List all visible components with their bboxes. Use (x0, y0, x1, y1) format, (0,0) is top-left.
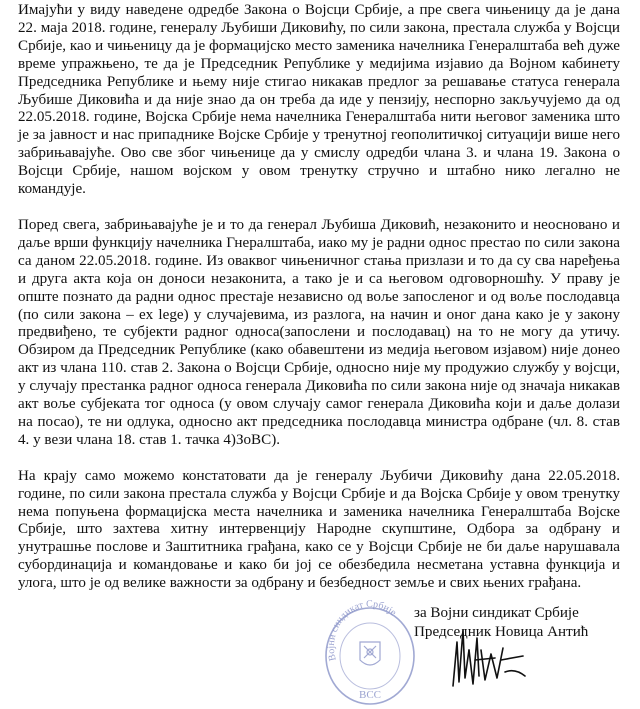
paragraph-spacer (18, 199, 620, 217)
document-body (18, 2, 620, 593)
handwritten-signature (445, 620, 535, 690)
stamp-emblem-icon (360, 642, 380, 665)
signature-president: Председник Новица Антић (414, 623, 589, 640)
paragraph-1: Имајући у виду наведене одредбе Закона о Војсци Србије, а пре свега чињеницу да је дана 22. маја 2018. године, генералу Љубиши Диковићу, по сили закона, престала служба у Војсци Србије, као и чињеницу да је формацијско место заменика начелника Генералштаба већ дуже време упражњено, те да је Председник Републике у медијима изјавио да Војном кабинету Председника Републике и њему није стигао никакав предлог за решавање статуса генерала Љубише Диковића и да није знао да он треба да иде у пензију, неспорно закључујемо да од 22.05.2018. године, Војска Србије нема начелника Генералштаба нити његовог заменика што је за јавност и нас припаднике Војске Србије у тренутној геополитичкој ситуацији више него забрињавајуће. Ово све због чињенице да у смислу одредби члана 3. и члана 19. Закона о Војсци Србије, нашом војском у овом тренутку стручно и штабно нико легално не командује. (18, 2, 620, 198)
svg-text:Војни синдикат Србије (326, 599, 399, 662)
paragraph-spacer (18, 450, 620, 468)
paragraph-2: Поред свега, забрињавајуће је и то да генерал Љубиша Диковић, незаконито и неосновано и даље врши функцију начелника Гнералштаба, иако му је радни однос престао по сили закона са даном 22.05.2018. године. Из оваквог чињеничног стања призлази и то да су сва наређења и друга акта која он доноси незаконита, а тако је и са његовом одговорношћу. У праву је опште познато да радни однос престаје независно од воље запосленог и од воље послодавца (по сили закона – ex lege) у случајевима, из разлога, на начин и оног дана како је у закону предвиђено, те субјекти радног односа(запослени и послодавац) на то не могу да утичу. Обзиром да Председник Републике (како обавештени из медија његовом изјавом) није донео акт из члана 110. став 2. Закона о Војсци Србије, односно није му продужио службу у војсци, у случају престанка радног односа генерала Диковића по сили закона није од значаја никакав акт воље субјеката тог односа (у овом случају самог генерала Диковића који и даље долази на посао), те ни одлука, односно акт председника послодавца министра одбране (чл. 8. став 4. у вези члана 18. став 1. тачка 4)ЗоВС). (18, 216, 621, 448)
paragraph-3: На крају само можемо констатовати да је генералу Љубичи Диковићу дана 22.05.2018. године, по сили закона престала служба у Војсци Србије и да Војска Србије у овом тренутку нема попуњена формацијска места начелника и заменика начелника Генералштаба Војске Србије, што захтева хитну интервенцију Народне скупштине, Одбора за одбрану и унутрашње послове и Заштитника грађана, како се у Војсци Србије не би даље нарушавала субординација и командовање и како би јој се обезбедила несметана уставна функција и улога, што је од велике важности за одбрану и безбедност земље и свих њених грађана. (18, 467, 620, 592)
union-stamp (322, 598, 418, 708)
stamp-abbreviation: ВСС (358, 689, 382, 701)
stamp-ring-text: Војни синдикат Србије (325, 598, 399, 662)
signature-organization: за Војни синдикат Србије (414, 605, 579, 621)
